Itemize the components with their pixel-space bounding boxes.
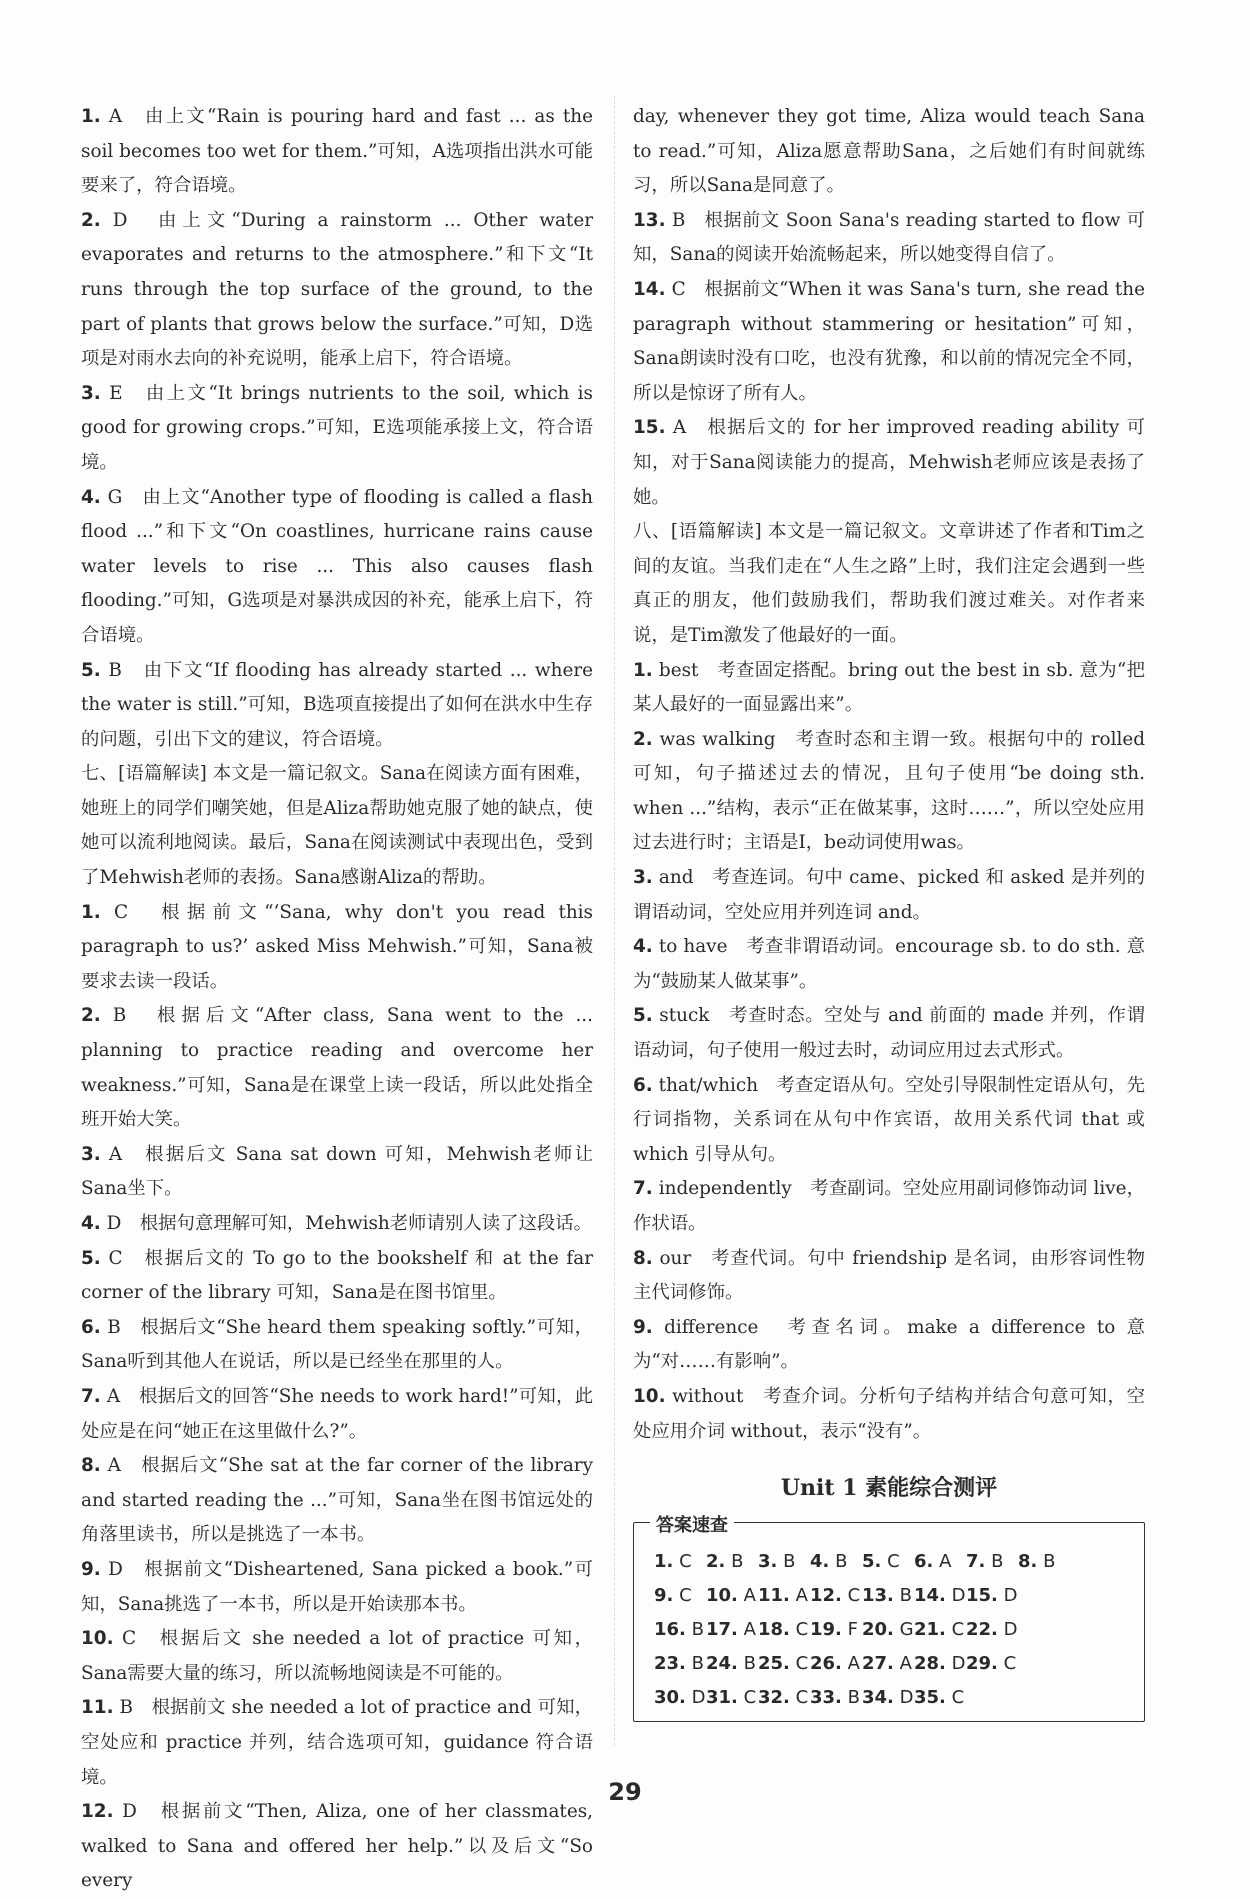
item-text: C 根据前文“When it was Sana's turn, she read the paragraph without stammering or hesitation”可知，Sana朗读时没有口吃，也没有犹豫，和以前的情况完全不同，所以是惊讶了所有人。 [633, 278, 1145, 404]
item-number: 10. [633, 1385, 666, 1407]
quick-answer-choice: A [743, 1618, 756, 1640]
quick-answer-choice: A [847, 1652, 860, 1674]
quick-answer-number: 31. [706, 1686, 738, 1708]
quick-answer-choice: A [743, 1584, 756, 1606]
quick-answer-choice: F [847, 1618, 858, 1640]
quick-answer-choice: C [951, 1618, 965, 1640]
quick-answer-number: 21. [914, 1618, 946, 1640]
quick-answer-number: 16. [654, 1618, 686, 1640]
item-number: 5. [81, 659, 101, 681]
quick-answer-number: 14. [914, 1584, 946, 1606]
item-text: B 根据前文 Soon Sana's reading started to flow 可知，Sana的阅读开始流畅起来，所以她变得自信了。 [633, 209, 1145, 266]
quick-answer [914, 1647, 966, 1681]
quick-answer-choice: B [731, 1550, 744, 1572]
item-number: 12. [81, 1801, 114, 1823]
answer-item [81, 204, 593, 377]
quick-answer-choice: C [679, 1550, 692, 1572]
quick-answer [654, 1545, 706, 1579]
quick-answer [654, 1613, 706, 1647]
answer-item [81, 100, 593, 204]
quick-answer-choice: A [939, 1550, 952, 1572]
quick-answer-row [654, 1545, 1134, 1579]
quick-answer-choice: B [691, 1618, 704, 1640]
quick-answer-number: 27. [862, 1652, 894, 1674]
item-number: 13. [633, 209, 666, 231]
quick-answer-number: 12. [810, 1584, 842, 1606]
item-number: 14. [633, 278, 666, 300]
quick-answer [862, 1545, 914, 1579]
item-text: D 根据前文“Disheartened, Sana picked a book.”可知，Sana挑选了一本书，所以是开始读那本书。 [81, 1558, 593, 1615]
quick-answer [914, 1545, 966, 1579]
right-column [633, 100, 1145, 1722]
quick-answer-choice: B [899, 1584, 912, 1606]
quick-answer-number: 26. [810, 1652, 842, 1674]
quick-answer [706, 1647, 758, 1681]
quick-answer-choice: C [795, 1618, 809, 1640]
quick-answer [966, 1545, 1018, 1579]
quick-answer-number: 10. [706, 1584, 738, 1606]
quick-answer-number: 9. [654, 1584, 674, 1606]
quick-answer-number: 25. [758, 1652, 790, 1674]
answer-item [633, 411, 1145, 515]
item-number: 5. [633, 1005, 653, 1027]
item-number: 1. [81, 106, 101, 127]
quick-answer [862, 1647, 914, 1681]
quick-answer-choice: D [1003, 1584, 1018, 1606]
answer-item [81, 1242, 593, 1311]
quick-answer-row [654, 1681, 1134, 1715]
item-number: 8. [81, 1455, 101, 1477]
answer-item [633, 930, 1145, 999]
quick-answer [706, 1579, 758, 1613]
quick-answer-choice: D [1003, 1618, 1018, 1640]
item-number: 15. [633, 417, 666, 439]
answer-item [81, 1207, 593, 1242]
answer-item [81, 1795, 593, 1899]
quick-answer-number: 2. [706, 1550, 726, 1572]
item-number: 3. [633, 867, 653, 889]
item-number: 2. [633, 728, 653, 750]
answer-item [633, 999, 1145, 1068]
quick-answer [758, 1613, 810, 1647]
quick-answer-number: 28. [914, 1652, 946, 1674]
item-number: 7. [81, 1385, 101, 1407]
answer-item [81, 1380, 593, 1449]
item-number: 1. [633, 659, 653, 681]
item-text: stuck 考查时态。空处与 and 前面的 made 并列，作谓语动词，句子使用一般过去时，动词应用过去式形式。 [633, 1005, 1145, 1062]
quick-answer [706, 1545, 758, 1579]
quick-answer [706, 1681, 758, 1715]
page-number: 29 [608, 1778, 642, 1806]
item-number: 5. [81, 1247, 101, 1269]
answer-item [633, 723, 1145, 861]
item-text: C 根据后文 she needed a lot of practice 可知，Sana需要大量的练习，所以流畅地阅读是不可能的。 [81, 1628, 593, 1684]
quick-answer-box [633, 1514, 1145, 1722]
quick-answer-choice: D [691, 1686, 706, 1708]
quick-answer-choice: A [795, 1584, 808, 1606]
answer-item [81, 377, 593, 481]
item-text: A 根据后文的回答“She needs to work hard!”可知，此处应是在问“她正在这里做什么?”。 [81, 1385, 593, 1442]
quick-answer-number: 32. [758, 1686, 790, 1708]
quick-answer [758, 1545, 810, 1579]
quick-answer-choice: B [783, 1550, 796, 1572]
quick-answer-number: 22. [966, 1618, 998, 1640]
item-number: 1. [81, 901, 101, 923]
column-divider [614, 96, 615, 1746]
quick-answer-choice: D [951, 1584, 966, 1606]
item-text: A 根据后文“She sat at the far corner of the library and started reading the ...”可知，Sana坐在图书馆远处的角落里读书，所以是挑选了一本书。 [81, 1455, 593, 1546]
quick-answer-choice: C [743, 1686, 757, 1708]
quick-answer-number: 30. [654, 1686, 686, 1708]
item-text: E 由上文“It brings nutrients to the soil, which is good for growing crops.”可知，E选项能承接上文，符合语境。 [81, 382, 593, 473]
quick-answer-number: 24. [706, 1652, 738, 1674]
quick-answer [654, 1647, 706, 1681]
quick-answer-number: 23. [654, 1652, 686, 1674]
quick-answer [914, 1681, 966, 1715]
item-text: C 根据前文“‘Sana, why don't you read this paragraph to us?’ asked Miss Mehwish.”可知，Sana被要求去读一段话。 [81, 901, 593, 992]
item-text: B 由下文“If flooding has already started ... where the water is still.”可知，B选项直接提出了如何在洪水中生存的问题，引出下文的建议，符合语境。 [81, 659, 593, 750]
quick-answer [654, 1579, 706, 1613]
quick-answer [758, 1579, 810, 1613]
quick-answer-number: 15. [966, 1584, 998, 1606]
quick-answer-choice: C [847, 1584, 861, 1606]
quick-answer-label: 答案速查 [650, 1509, 734, 1544]
quick-answer-number: 20. [862, 1618, 894, 1640]
item-number: 11. [81, 1697, 114, 1719]
quick-answer-number: 17. [706, 1618, 738, 1640]
quick-answer [810, 1647, 862, 1681]
quick-answer [1018, 1545, 1070, 1579]
answer-item [81, 896, 593, 1000]
item-text: B 根据前文 she needed a lot of practice and 可知，空处应和 practice 并列，结合选项可知，guidance 符合语境。 [81, 1697, 593, 1788]
item-number: 7. [633, 1178, 653, 1200]
item-number: 10. [81, 1628, 114, 1650]
quick-answer-grid [654, 1545, 1134, 1715]
quick-answer-number: 19. [810, 1618, 842, 1640]
quick-answer-number: 7. [966, 1550, 986, 1572]
answer-item [81, 1311, 593, 1380]
item-text: B 根据后文“After class, Sana went to the ... planning to practice reading and overcome her weakness.”可知，Sana是在课堂上读一段话，所以此处指全班开始大笑。 [81, 1005, 593, 1131]
item-text: was walking 考查时态和主谓一致。根据句中的 rolled 可知，句子描述过去的情况，且句子使用“be doing sth. when ...”结构，表示“正在做某事，这时……”，所以空处应用过去进行时；主语是I，be动词使用was。 [633, 728, 1145, 854]
item-number: 4. [81, 1213, 101, 1234]
answer-item [81, 757, 593, 895]
quick-answer-number: 33. [810, 1686, 842, 1708]
answer-item [633, 1311, 1145, 1380]
quick-answer-number: 34. [862, 1686, 894, 1708]
item-text: D 根据前文“Then, Aliza, one of her classmates, walked to Sana and offered her help.”以及后文“So every [81, 1801, 593, 1892]
item-number: 2. [81, 209, 101, 231]
answer-item [633, 1069, 1145, 1173]
item-text: A 根据后文 Sana sat down 可知，Mehwish老师让Sana坐下。 [81, 1143, 593, 1200]
answer-item [633, 1242, 1145, 1311]
quick-answer-choice: B [691, 1652, 704, 1674]
quick-answer [966, 1613, 1018, 1647]
item-number: 6. [633, 1074, 653, 1096]
quick-answer [810, 1681, 862, 1715]
answer-item [81, 1622, 593, 1691]
quick-answer-row [654, 1579, 1134, 1613]
answer-item [81, 654, 593, 758]
quick-answer-choice: D [899, 1686, 914, 1708]
quick-answer-choice: C [951, 1686, 965, 1708]
quick-answer [966, 1579, 1018, 1613]
quick-answer-choice: C [887, 1550, 900, 1572]
quick-answer-number: 3. [758, 1550, 778, 1572]
answer-item [81, 1449, 593, 1553]
quick-answer-choice: C [679, 1584, 692, 1606]
quick-answer-number: 35. [914, 1686, 946, 1708]
answer-item [81, 999, 593, 1137]
item-number: 8. [633, 1247, 653, 1269]
quick-answer [706, 1613, 758, 1647]
quick-answer-choice: C [795, 1652, 809, 1674]
quick-answer [810, 1613, 862, 1647]
quick-answer [810, 1545, 862, 1579]
quick-answer-choice: B [743, 1652, 756, 1674]
item-text: difference 考查名词。make a difference to 意为“对……有影响”。 [633, 1316, 1145, 1373]
quick-answer [758, 1647, 810, 1681]
quick-answer [966, 1647, 1018, 1681]
item-text: G 由上文“Another type of flooding is called a flash flood ...”和下文“On coastlines, hurricane rains cause water levels to rise ... This also causes flash flooding.”可知，G选项是对暴洪成因的补充，能承上启下，符合语境。 [81, 486, 593, 646]
quick-answer-number: 5. [862, 1550, 882, 1572]
item-number: 2. [81, 1005, 101, 1027]
quick-answer-choice: B [835, 1550, 848, 1572]
answer-item [633, 204, 1145, 273]
item-text: A 由上文“Rain is pouring hard and fast ... as the soil becomes too wet for them.”可知，A选项指出洪水可能要来了，符合语境。 [81, 106, 593, 197]
quick-answer-number: 13. [862, 1584, 894, 1606]
answer-item [633, 861, 1145, 930]
answer-item [633, 515, 1145, 653]
item-number: 9. [633, 1316, 653, 1338]
quick-answer [914, 1579, 966, 1613]
item-text: D 根据句意理解可知，Mehwish老师请别人读了这段话。 [100, 1213, 593, 1234]
quick-answer-choice: B [1043, 1550, 1056, 1572]
quick-answer-number: 6. [914, 1550, 934, 1572]
quick-answer [862, 1613, 914, 1647]
item-number: 4. [633, 936, 653, 958]
item-number: 4. [81, 486, 101, 508]
quick-answer-choice: G [899, 1618, 914, 1640]
quick-answer-number: 11. [758, 1584, 790, 1606]
quick-answer-choice: D [951, 1652, 966, 1674]
quick-answer [810, 1579, 862, 1613]
quick-answer [914, 1613, 966, 1647]
item-text: and 考查连词。句中 came、picked 和 asked 是并列的谓语动词，空处应用并列连词 and。 [633, 867, 1145, 923]
item-text: C 根据后文的 To go to the bookshelf 和 at the far corner of the library 可知，Sana是在图书馆里。 [81, 1247, 593, 1304]
item-number: 3. [81, 382, 101, 404]
item-text: B 根据后文“She heard them speaking softly.”可知，Sana听到其他人在说话，所以是已经坐在那里的人。 [81, 1316, 593, 1373]
item-text: that/which 考查定语从句。空处引导限制性定语从句，先行词指物，关系词在从句中作宾语，故用关系代词 that 或 which 引导从句。 [633, 1074, 1145, 1165]
item-number: 3. [81, 1143, 101, 1165]
right-answer-list [633, 100, 1145, 1449]
quick-answer-number: 18. [758, 1618, 790, 1640]
item-text: our 考查代词。句中 friendship 是名词，由形容词性物主代词修饰。 [633, 1247, 1145, 1304]
answer-item [81, 1138, 593, 1207]
quick-answer-choice: B [847, 1686, 860, 1708]
quick-answer [758, 1681, 810, 1715]
quick-answer-number: 4. [810, 1550, 830, 1572]
quick-answer [862, 1681, 914, 1715]
quick-answer-row [654, 1647, 1134, 1681]
answer-item [633, 273, 1145, 411]
quick-answer-number: 1. [654, 1550, 674, 1572]
answer-item [633, 1172, 1145, 1241]
item-text: without 考查介词。分析句子结构并结合句意可知，空处应用介词 without，表示“没有”。 [633, 1385, 1145, 1442]
answer-item [633, 100, 1145, 204]
section-title: Unit 1 素能综合测评 [780, 1475, 998, 1502]
quick-answer-choice: B [991, 1550, 1004, 1572]
item-text: best 考查固定搭配。bring out the best in sb. 意为“把某人最好的一面显露出来”。 [633, 659, 1145, 716]
quick-answer-number: 29. [966, 1652, 998, 1674]
answer-item [81, 1553, 593, 1622]
answer-item [633, 654, 1145, 723]
quick-answer [654, 1681, 706, 1715]
quick-answer-choice: C [1003, 1652, 1017, 1674]
quick-answer-choice: C [795, 1686, 809, 1708]
item-text: day, whenever they got time, Aliza would teach Sana to read.”可知，Aliza愿意帮助Sana，之后她们有时间就练习，所以Sana是同意了。 [633, 106, 1145, 197]
item-text: 八、[语篇解读] 本文是一篇记叙文。文章讲述了作者和Tim之间的友谊。当我们走在“人生之路”上时，我们注定会遇到一些真正的朋友，他们鼓励我们，帮助我们渡过难关。对作者来说，是Tim激发了他最好的一面。 [633, 521, 1145, 646]
item-text: to have 考查非谓语动词。encourage sb. to do sth. 意为“鼓励某人做某事”。 [633, 936, 1145, 992]
item-text: A 根据后文的 for her improved reading ability 可知，对于Sana阅读能力的提高，Mehwish老师应该是表扬了她。 [633, 417, 1145, 508]
quick-answer-choice: A [899, 1652, 912, 1674]
item-number: 6. [81, 1316, 101, 1338]
item-text: independently 考查副词。空处应用副词修饰动词 live，作状语。 [633, 1178, 1145, 1234]
item-number: 9. [81, 1558, 101, 1580]
quick-answer-number: 8. [1018, 1550, 1038, 1572]
quick-answer-row [654, 1613, 1134, 1647]
item-text: 七、[语篇解读] 本文是一篇记叙文。Sana在阅读方面有困难，她班上的同学们嘲笑她，但是Aliza帮助她克服了她的缺点，使她可以流利地阅读。最后，Sana在阅读测试中表现出色，受到了Mehwish老师的表扬。Sana感谢Aliza的帮助。 [81, 763, 593, 889]
left-column [81, 100, 593, 1899]
answer-item [81, 481, 593, 654]
item-text: D 由上文“During a rainstorm ... Other water evaporates and returns to the atmosphere.”和下文“It runs through the top surface of the ground, to the part of plants that grows below the surface.”可知，D选项是对雨水去向的补充说明，能承上启下，符合语境。 [81, 209, 593, 370]
quick-answer [862, 1579, 914, 1613]
answer-item [633, 1380, 1145, 1449]
